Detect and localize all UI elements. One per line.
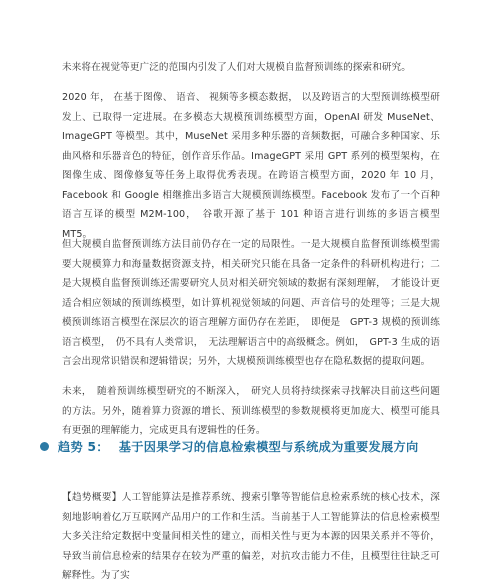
section-heading-text	[58, 438, 419, 455]
bullet-dot-icon	[40, 442, 49, 451]
trend-title: 基于因果学习的信息检索模型与系统成为重要发展方向	[118, 439, 419, 454]
trend-label: 趋势 5：	[58, 439, 109, 454]
paragraph-limitations: 但大规模自监督预训练方法目前仍存在一定的局限性。一是大规模自监督预训练模型需要大规模算力和海量数据资源支持，相关研究只能在具备一定条件的科研机构进行；二是大规模自监督预训练还需要研究人员对相关研究领域的数据有深刻理解， 才能设计更适合相应领域的预训练模型，如计算机视觉领域的问题、声音信号的处理等；三是大规模预训练语言模型在深层次的语言理解方面仍存在差距， 即便是 GPT-3 规模的预训练语言模型， 仍不具有人类常识， 无法理解语言中的高级概念。例如， GPT-3 生成的语言会出现常识错误和逻辑错误；另外，大规模预训练模型也存在隐私数据的提取问题。	[62, 239, 440, 367]
paragraph-future: 未来， 随着预训练模型研究的不断深入， 研究人员将持续探索寻找解决目前这些问题的方法。另外，随着算力资源的增长、预训练模型的参数规模将更加庞大、模型可能具有更强的理解能力，完成更具有逻辑性的任务。	[62, 386, 440, 436]
paragraph-intro: 未来将在视觉等更广泛的范围内引发了人们对大规模自监督预训练的探索和研究。	[62, 62, 411, 73]
section-heading-trend-5	[40, 436, 419, 456]
paragraph-trend-summary: 【趋势概要】人工智能算法是推荐系统、搜索引擎等智能信息检索系统的核心技术，深刻地影响着亿万互联网产品用户的工作和生活。当前基于人工智能算法的信息检索模型大多关注给定数据中变量间相关性的建立，而相关性与更为本源的因果关系并不等价，导致当前信息检索的结果存在较为严重的偏差，对抗攻击能力不佳，且模型往往缺乏可解释性。为了实	[62, 492, 440, 581]
paragraph-progress-2020: 2020 年， 在基于图像、 语音、 视频等多模态数据， 以及跨语言的大型预训练模型研发上、已取得一定进展。在多模态大规模预训练模型方面，OpenAI 研发 MuseNet、ImageGPT 等模型。其中，MuseNet 采用多种乐器的音频数据，可融合多种国家、乐曲风格和乐器音色的特征，创作音乐作品。ImageGPT 采用 GPT 系列的模型架构，在图像生成、图像修复等任务上取得优秀表现。在跨语言模型方面，2020 年 10 月，Facebook 和 Google 相继推出多语言大规模预训练模型。Facebook 发布了一个百种语言互译的模型 M2M-100， 谷歌开源了基于 101 种语言进行训练的多语言模型 MT5。	[62, 92, 440, 240]
